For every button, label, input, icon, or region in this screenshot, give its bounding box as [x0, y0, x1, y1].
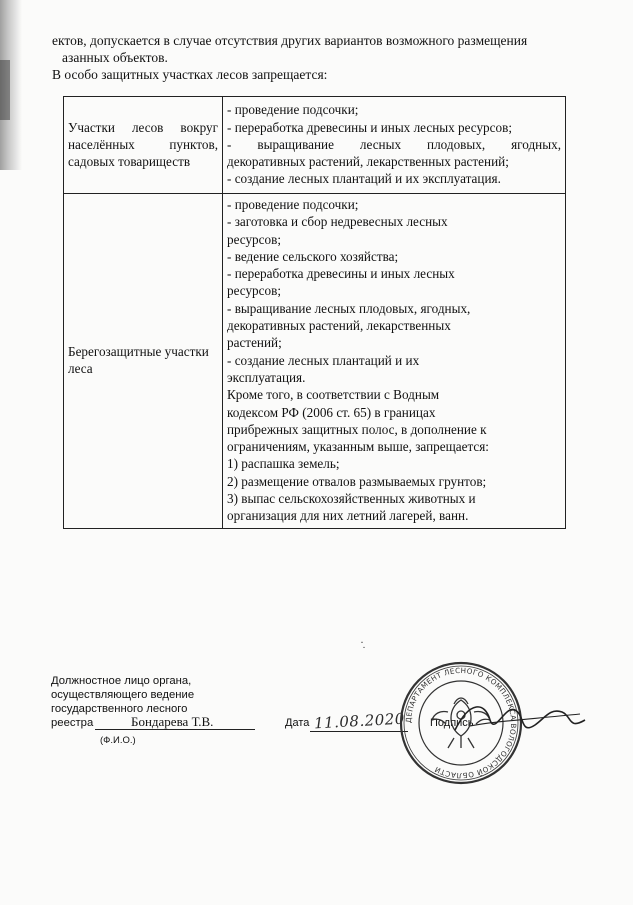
rule-line: 3) выпас сельскохозяйственных животных и — [227, 491, 476, 507]
rules-cell — [223, 97, 566, 194]
rule-line: 1) распашка земель; — [227, 456, 340, 472]
rule-line: организация для них летний лагерей, ванн. — [227, 508, 469, 524]
official-name: Бондарева Т.В. — [131, 714, 214, 729]
rules-cell — [223, 194, 566, 529]
rule-line: - выращивание лесных плодовых, ягодных, — [227, 136, 561, 152]
official-label-line-2: осуществляющего ведение — [51, 689, 195, 701]
rule-line: - создание лесных плантаций и их — [227, 352, 420, 368]
date-value: 11.08.2020 — [313, 709, 406, 733]
signature-label: Подпись — [430, 717, 474, 729]
date-label: Дата — [285, 717, 310, 729]
rule-line: ресурсов; — [227, 231, 281, 247]
area-cell: Берегозащитные участки леса — [64, 194, 223, 529]
rule-line: прибрежных защитных полос, в дополнение к — [227, 421, 487, 437]
rule-line: - переработка древесины и иных лесных ресурсов; — [227, 119, 512, 135]
rule-line: эксплуатация. — [227, 369, 306, 385]
fio-caption: (Ф.И.О.) — [100, 735, 136, 746]
rule-line: - ведение сельского хозяйства; — [227, 248, 399, 264]
table-row — [64, 97, 566, 194]
official-signature-block — [51, 674, 291, 732]
intro-text — [52, 32, 592, 83]
seal-text: ДЕПАРТАМЕНТ ЛЕСНОГО КОМПЛЕКСА ВОЛОГОДСКОЙ ОБЛАСТИ — [403, 665, 519, 781]
rule-line: декоративных растений, лекарственных — [227, 318, 451, 334]
rule-line: растений; — [227, 335, 282, 351]
official-label-line-4: реестра — [51, 717, 94, 729]
rule-line: ресурсов; — [227, 283, 281, 299]
scan-edge-shadow-dark — [0, 60, 10, 120]
rule-line: - создание лесных плантаций и их эксплуатация. — [227, 171, 501, 187]
name-underline — [95, 729, 255, 730]
rule-line: Кроме того, в соответствии с Водным — [227, 387, 440, 403]
scan-speck: ·̣ — [360, 635, 364, 649]
rule-line: ограничениям, указанным выше, запрещается: — [227, 439, 489, 455]
intro-line-2: азанных объектов. — [62, 50, 168, 65]
area-cell: Участки лесов вокруг населённых пунктов, садовых товариществ — [64, 97, 223, 194]
registry-name-row — [51, 716, 291, 732]
intro-line-3: В особо защитных участках лесов запрещается: — [52, 67, 328, 82]
rule-line: - выращивание лесных плодовых, ягодных, — [227, 300, 471, 316]
rule-line: 2) размещение отвалов размываемых грунтов; — [227, 473, 487, 489]
rule-line: кодексом РФ (2006 ст. 65) в границах — [227, 404, 436, 420]
official-label-line-3: государственного лесного — [51, 703, 188, 715]
rule-line: - проведение подсочки; — [227, 102, 359, 118]
rule-line: - переработка древесины и иных лесных — [227, 266, 455, 282]
rule-line: - заготовка и сбор недревесных лесных — [227, 214, 448, 230]
restrictions-table — [63, 96, 566, 529]
rule-line: - проведение подсочки; — [227, 197, 359, 212]
table-row — [64, 194, 566, 529]
official-label-line-1: Должностное лицо органа, — [51, 675, 192, 687]
handwritten-signature-image — [450, 690, 590, 750]
intro-line-1: ектов, допускается в случае отсутствия других вариантов возможного размещения — [52, 33, 528, 48]
rule-line: декоративных растений, лекарственных растений; — [227, 154, 509, 170]
